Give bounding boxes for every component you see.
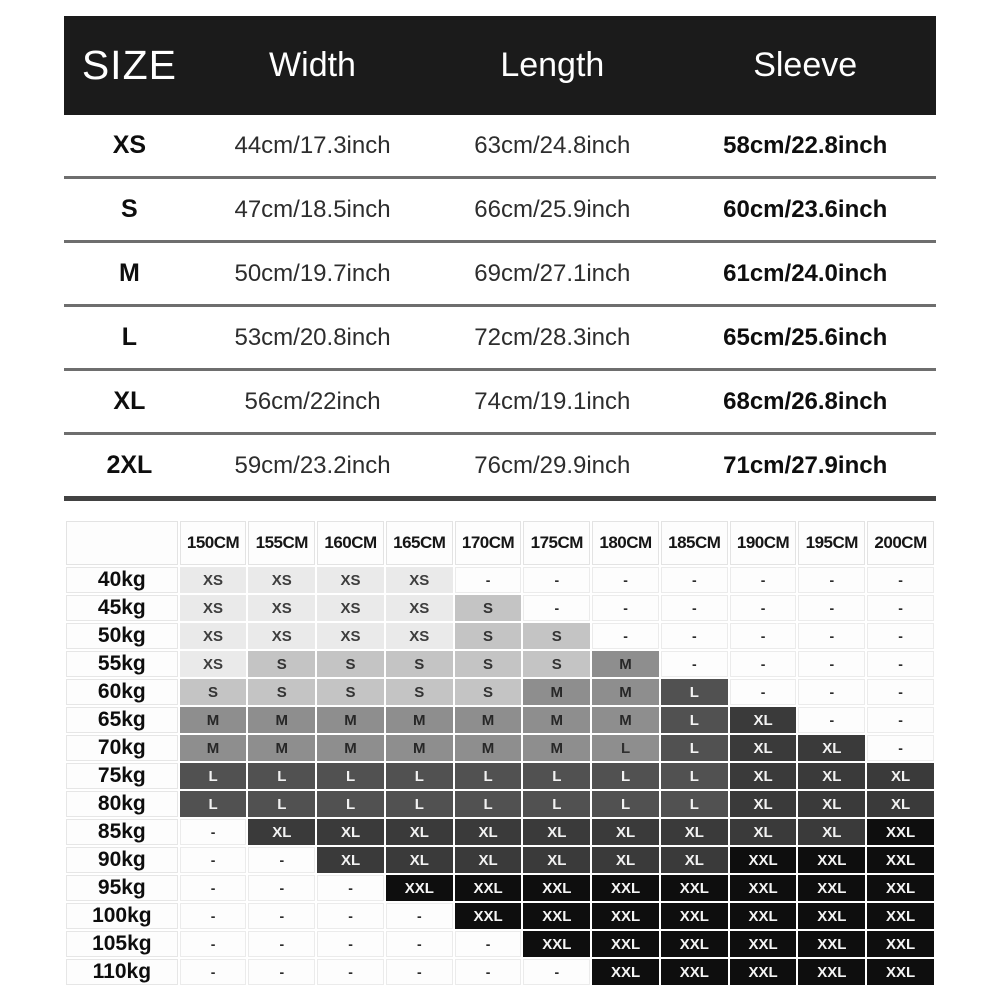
- height-header-cell: 155CM: [248, 521, 315, 565]
- matrix-size-cell: -: [317, 959, 384, 985]
- sleeve-value-cell: 60cm/23.6inch: [674, 178, 936, 242]
- matrix-size-cell: -: [661, 595, 728, 621]
- weight-header-cell: 80kg: [66, 791, 178, 817]
- size-table-column-header: Length: [500, 46, 605, 84]
- matrix-size-cell: S: [455, 651, 522, 677]
- matrix-size-cell: M: [317, 735, 384, 761]
- matrix-size-cell: XL: [798, 791, 865, 817]
- size-name-cell: XS: [64, 115, 195, 178]
- matrix-size-cell: S: [455, 679, 522, 705]
- width-value-cell: 56cm/22inch: [195, 370, 430, 434]
- length-value-cell: 63cm/24.8inch: [430, 115, 674, 178]
- matrix-row: [66, 735, 934, 761]
- matrix-size-cell: XL: [523, 819, 590, 845]
- length-value-cell: 66cm/25.9inch: [430, 178, 674, 242]
- matrix-size-cell: XXL: [455, 875, 522, 901]
- matrix-size-cell: XL: [386, 819, 453, 845]
- matrix-size-cell: XS: [317, 595, 384, 621]
- matrix-size-cell: XL: [523, 847, 590, 873]
- matrix-size-cell: XXL: [523, 931, 590, 957]
- matrix-size-cell: -: [730, 679, 797, 705]
- size-table-row: [64, 306, 936, 370]
- matrix-size-cell: -: [455, 959, 522, 985]
- matrix-size-cell: -: [867, 735, 934, 761]
- height-header-cell: 195CM: [798, 521, 865, 565]
- matrix-size-cell: -: [455, 931, 522, 957]
- matrix-size-cell: XXL: [661, 959, 728, 985]
- matrix-size-cell: -: [248, 931, 315, 957]
- width-value-cell: 50cm/19.7inch: [195, 242, 430, 306]
- matrix-size-cell: XS: [248, 595, 315, 621]
- matrix-size-cell: XXL: [867, 875, 934, 901]
- weight-header-cell: 85kg: [66, 819, 178, 845]
- sleeve-value-cell: 61cm/24.0inch: [674, 242, 936, 306]
- length-value-cell: 69cm/27.1inch: [430, 242, 674, 306]
- matrix-size-cell: XXL: [523, 875, 590, 901]
- matrix-size-cell: -: [798, 623, 865, 649]
- matrix-size-cell: -: [730, 595, 797, 621]
- matrix-size-cell: -: [317, 903, 384, 929]
- matrix-size-cell: XXL: [798, 931, 865, 957]
- matrix-size-cell: S: [317, 679, 384, 705]
- matrix-size-cell: M: [180, 707, 247, 733]
- matrix-size-cell: M: [523, 735, 590, 761]
- matrix-size-cell: -: [730, 623, 797, 649]
- matrix-size-cell: XXL: [867, 903, 934, 929]
- matrix-size-cell: XL: [592, 847, 659, 873]
- height-header-cell: 170CM: [455, 521, 522, 565]
- weight-header-cell: 105kg: [66, 931, 178, 957]
- matrix-size-cell: L: [248, 791, 315, 817]
- matrix-size-cell: XL: [730, 819, 797, 845]
- matrix-size-cell: L: [455, 791, 522, 817]
- matrix-size-cell: -: [867, 623, 934, 649]
- matrix-size-cell: M: [248, 707, 315, 733]
- matrix-size-cell: -: [317, 931, 384, 957]
- matrix-size-cell: XXL: [798, 959, 865, 985]
- width-value-cell: 44cm/17.3inch: [195, 115, 430, 178]
- matrix-size-cell: L: [661, 735, 728, 761]
- weight-header-cell: 75kg: [66, 763, 178, 789]
- matrix-size-cell: L: [661, 707, 728, 733]
- matrix-size-cell: -: [592, 623, 659, 649]
- weight-header-cell: 90kg: [66, 847, 178, 873]
- matrix-row: [66, 791, 934, 817]
- matrix-size-cell: XXL: [386, 875, 453, 901]
- height-header-cell: 180CM: [592, 521, 659, 565]
- matrix-size-cell: -: [867, 707, 934, 733]
- matrix-size-cell: XXL: [730, 931, 797, 957]
- matrix-size-cell: XXL: [592, 959, 659, 985]
- size-name-cell: S: [64, 178, 195, 242]
- matrix-size-cell: -: [248, 959, 315, 985]
- matrix-size-cell: XXL: [592, 931, 659, 957]
- weight-header-cell: 50kg: [66, 623, 178, 649]
- matrix-size-cell: -: [248, 903, 315, 929]
- size-table-row: [64, 115, 936, 178]
- matrix-size-cell: XXL: [730, 903, 797, 929]
- matrix-size-cell: M: [248, 735, 315, 761]
- matrix-size-cell: XS: [386, 567, 453, 593]
- matrix-size-cell: -: [798, 651, 865, 677]
- matrix-size-cell: -: [592, 595, 659, 621]
- matrix-row: [66, 931, 934, 957]
- matrix-size-cell: L: [592, 763, 659, 789]
- matrix-size-cell: -: [180, 819, 247, 845]
- height-header-cell: 150CM: [180, 521, 247, 565]
- size-name-cell: L: [64, 306, 195, 370]
- matrix-size-cell: M: [592, 651, 659, 677]
- weight-header-cell: 95kg: [66, 875, 178, 901]
- matrix-size-cell: L: [523, 763, 590, 789]
- matrix-size-cell: S: [455, 623, 522, 649]
- matrix-size-cell: XL: [317, 847, 384, 873]
- sleeve-value-cell: 71cm/27.9inch: [674, 434, 936, 499]
- matrix-size-cell: L: [248, 763, 315, 789]
- size-name-cell: XL: [64, 370, 195, 434]
- matrix-size-cell: XS: [180, 651, 247, 677]
- matrix-size-cell: -: [317, 875, 384, 901]
- matrix-corner-cell: [66, 521, 178, 565]
- matrix-size-cell: L: [386, 763, 453, 789]
- size-table-column-header: Sleeve: [753, 46, 858, 84]
- matrix-size-cell: XL: [730, 707, 797, 733]
- size-table-row: [64, 178, 936, 242]
- height-header-cell: 190CM: [730, 521, 797, 565]
- size-name-cell: 2XL: [64, 434, 195, 499]
- matrix-size-cell: XXL: [661, 931, 728, 957]
- matrix-size-cell: -: [661, 567, 728, 593]
- weight-header-cell: 45kg: [66, 595, 178, 621]
- size-table-row: [64, 370, 936, 434]
- matrix-size-cell: XXL: [592, 903, 659, 929]
- matrix-body: [66, 567, 934, 985]
- matrix-size-cell: -: [867, 679, 934, 705]
- matrix-size-cell: S: [523, 623, 590, 649]
- length-value-cell: 76cm/29.9inch: [430, 434, 674, 499]
- matrix-size-cell: XS: [180, 623, 247, 649]
- matrix-size-cell: XXL: [798, 903, 865, 929]
- matrix-size-cell: XS: [317, 623, 384, 649]
- matrix-size-cell: -: [248, 875, 315, 901]
- matrix-size-cell: XS: [180, 595, 247, 621]
- matrix-size-cell: XXL: [798, 875, 865, 901]
- matrix-size-cell: XL: [730, 791, 797, 817]
- sleeve-value-cell: 68cm/26.8inch: [674, 370, 936, 434]
- matrix-size-cell: L: [523, 791, 590, 817]
- matrix-size-cell: XXL: [867, 959, 934, 985]
- matrix-size-cell: XS: [180, 567, 247, 593]
- weight-header-cell: 60kg: [66, 679, 178, 705]
- matrix-size-cell: -: [180, 931, 247, 957]
- matrix-row: [66, 763, 934, 789]
- matrix-size-cell: -: [661, 623, 728, 649]
- size-table-column-header: SIZE: [81, 42, 177, 88]
- matrix-size-cell: -: [523, 959, 590, 985]
- matrix-size-cell: M: [317, 707, 384, 733]
- matrix-size-cell: XL: [798, 763, 865, 789]
- height-header-cell: 185CM: [661, 521, 728, 565]
- matrix-size-cell: XL: [386, 847, 453, 873]
- matrix-size-cell: -: [730, 651, 797, 677]
- matrix-size-cell: XS: [248, 567, 315, 593]
- matrix-size-cell: -: [180, 959, 247, 985]
- matrix-row: [66, 595, 934, 621]
- matrix-size-cell: XXL: [455, 903, 522, 929]
- matrix-size-cell: XL: [455, 847, 522, 873]
- matrix-size-cell: XXL: [867, 847, 934, 873]
- matrix-size-cell: XL: [248, 819, 315, 845]
- matrix-size-cell: S: [455, 595, 522, 621]
- matrix-size-cell: -: [386, 959, 453, 985]
- matrix-size-cell: M: [592, 707, 659, 733]
- matrix-size-cell: XXL: [798, 847, 865, 873]
- matrix-size-cell: XXL: [523, 903, 590, 929]
- weight-header-cell: 100kg: [66, 903, 178, 929]
- matrix-size-cell: XXL: [867, 931, 934, 957]
- matrix-size-cell: S: [180, 679, 247, 705]
- matrix-size-cell: -: [798, 567, 865, 593]
- matrix-size-cell: S: [248, 679, 315, 705]
- matrix-size-cell: -: [867, 567, 934, 593]
- width-value-cell: 53cm/20.8inch: [195, 306, 430, 370]
- height-weight-matrix: [64, 519, 936, 987]
- size-table-header-row: [64, 16, 936, 115]
- matrix-size-cell: XS: [386, 595, 453, 621]
- sleeve-value-cell: 65cm/25.6inch: [674, 306, 936, 370]
- matrix-size-cell: XXL: [730, 959, 797, 985]
- matrix-size-cell: XL: [867, 763, 934, 789]
- matrix-size-cell: M: [455, 707, 522, 733]
- height-header-cell: 160CM: [317, 521, 384, 565]
- matrix-size-cell: XL: [455, 819, 522, 845]
- matrix-size-cell: -: [523, 595, 590, 621]
- size-measurements-table: [64, 16, 936, 501]
- matrix-size-cell: L: [180, 791, 247, 817]
- matrix-row: [66, 847, 934, 873]
- matrix-size-cell: -: [386, 931, 453, 957]
- length-value-cell: 72cm/28.3inch: [430, 306, 674, 370]
- matrix-size-cell: L: [455, 763, 522, 789]
- width-value-cell: 47cm/18.5inch: [195, 178, 430, 242]
- matrix-row: [66, 903, 934, 929]
- weight-header-cell: 70kg: [66, 735, 178, 761]
- matrix-size-cell: XS: [248, 623, 315, 649]
- matrix-size-cell: XXL: [592, 875, 659, 901]
- matrix-size-cell: -: [661, 651, 728, 677]
- matrix-size-cell: XL: [730, 735, 797, 761]
- matrix-size-cell: M: [386, 735, 453, 761]
- weight-header-cell: 110kg: [66, 959, 178, 985]
- size-name-cell: M: [64, 242, 195, 306]
- matrix-row: [66, 567, 934, 593]
- matrix-size-cell: XL: [867, 791, 934, 817]
- matrix-size-cell: -: [867, 651, 934, 677]
- matrix-size-cell: XL: [730, 763, 797, 789]
- matrix-size-cell: S: [386, 679, 453, 705]
- matrix-size-cell: M: [592, 679, 659, 705]
- size-table-column-header: Width: [269, 46, 356, 84]
- matrix-size-cell: -: [523, 567, 590, 593]
- width-value-cell: 59cm/23.2inch: [195, 434, 430, 499]
- matrix-size-cell: XL: [317, 819, 384, 845]
- matrix-size-cell: -: [730, 567, 797, 593]
- matrix-size-cell: S: [248, 651, 315, 677]
- matrix-size-cell: S: [317, 651, 384, 677]
- matrix-size-cell: L: [317, 791, 384, 817]
- matrix-size-cell: XXL: [867, 819, 934, 845]
- matrix-size-cell: M: [523, 679, 590, 705]
- matrix-size-cell: S: [523, 651, 590, 677]
- matrix-size-cell: XXL: [661, 903, 728, 929]
- matrix-row: [66, 875, 934, 901]
- matrix-size-cell: -: [455, 567, 522, 593]
- matrix-row: [66, 819, 934, 845]
- matrix-size-cell: L: [317, 763, 384, 789]
- matrix-size-cell: XXL: [730, 875, 797, 901]
- matrix-size-cell: -: [592, 567, 659, 593]
- matrix-size-cell: L: [592, 735, 659, 761]
- matrix-row: [66, 959, 934, 985]
- matrix-size-cell: XXL: [730, 847, 797, 873]
- matrix-row: [66, 623, 934, 649]
- matrix-header-row: [66, 521, 934, 565]
- matrix-row: [66, 707, 934, 733]
- height-header-cell: 175CM: [523, 521, 590, 565]
- matrix-size-cell: XL: [661, 819, 728, 845]
- matrix-size-cell: XS: [386, 623, 453, 649]
- matrix-size-cell: -: [798, 707, 865, 733]
- matrix-size-cell: XL: [592, 819, 659, 845]
- matrix-size-cell: M: [455, 735, 522, 761]
- matrix-size-cell: L: [661, 791, 728, 817]
- weight-header-cell: 65kg: [66, 707, 178, 733]
- weight-header-cell: 40kg: [66, 567, 178, 593]
- matrix-size-cell: -: [180, 875, 247, 901]
- height-header-cell: 165CM: [386, 521, 453, 565]
- matrix-size-cell: -: [798, 595, 865, 621]
- matrix-size-cell: XL: [661, 847, 728, 873]
- matrix-size-cell: L: [592, 791, 659, 817]
- matrix-size-cell: -: [867, 595, 934, 621]
- matrix-size-cell: -: [386, 903, 453, 929]
- matrix-size-cell: -: [798, 679, 865, 705]
- size-table-row: [64, 242, 936, 306]
- matrix-size-cell: L: [386, 791, 453, 817]
- size-table-row: [64, 434, 936, 499]
- matrix-size-cell: M: [180, 735, 247, 761]
- matrix-size-cell: M: [386, 707, 453, 733]
- size-table-body: [64, 115, 936, 499]
- matrix-row: [66, 651, 934, 677]
- matrix-size-cell: -: [248, 847, 315, 873]
- matrix-size-cell: S: [386, 651, 453, 677]
- matrix-size-cell: L: [661, 679, 728, 705]
- matrix-size-cell: L: [661, 763, 728, 789]
- matrix-size-cell: XXL: [661, 875, 728, 901]
- matrix-size-cell: M: [523, 707, 590, 733]
- matrix-size-cell: -: [180, 847, 247, 873]
- matrix-size-cell: XL: [798, 735, 865, 761]
- height-header-cell: 200CM: [867, 521, 934, 565]
- weight-header-cell: 55kg: [66, 651, 178, 677]
- matrix-size-cell: XS: [317, 567, 384, 593]
- matrix-row: [66, 679, 934, 705]
- matrix-size-cell: XL: [798, 819, 865, 845]
- matrix-size-cell: L: [180, 763, 247, 789]
- length-value-cell: 74cm/19.1inch: [430, 370, 674, 434]
- sleeve-value-cell: 58cm/22.8inch: [674, 115, 936, 178]
- matrix-size-cell: -: [180, 903, 247, 929]
